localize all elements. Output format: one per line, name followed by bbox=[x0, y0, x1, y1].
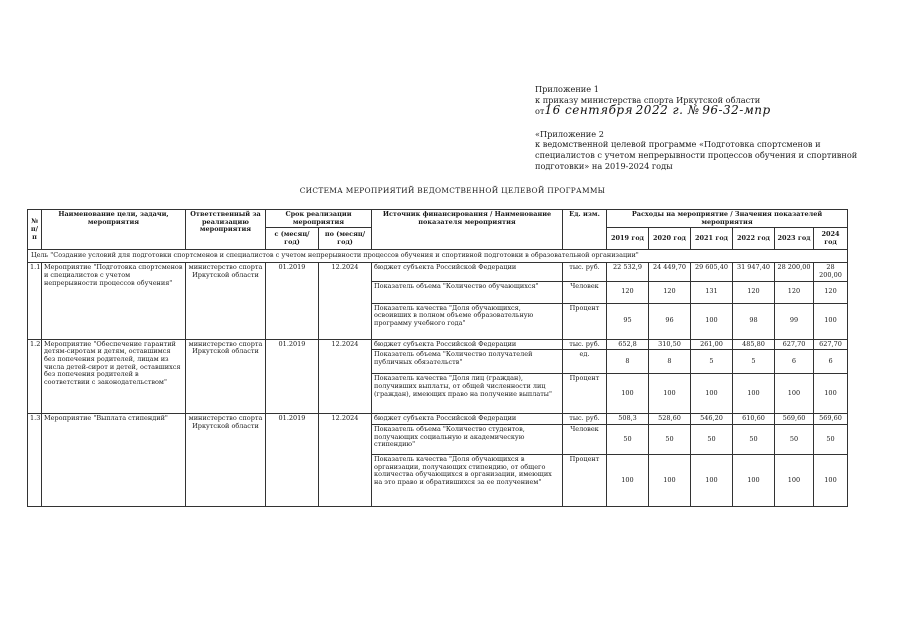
indicator-unit: тыс. руб. bbox=[563, 339, 607, 350]
value-cell: 100 bbox=[691, 374, 733, 414]
value-cell: 50 bbox=[733, 424, 775, 454]
value-cell: 100 bbox=[775, 454, 814, 506]
value-cell: 528,60 bbox=[649, 414, 691, 425]
value-cell: 95 bbox=[607, 303, 649, 339]
activity-end: 12.2024 bbox=[319, 414, 372, 507]
value-cell: 652,8 bbox=[607, 339, 649, 350]
activity-responsible: министерство спорта Иркутской области bbox=[186, 414, 266, 507]
value-cell: 100 bbox=[649, 454, 691, 506]
indicator-unit: Процент bbox=[563, 454, 607, 506]
header-year: 2019 год bbox=[607, 228, 649, 250]
activity-end: 12.2024 bbox=[319, 263, 372, 339]
table-row bbox=[28, 414, 848, 425]
value-cell: 120 bbox=[649, 281, 691, 303]
value-cell: 100 bbox=[649, 374, 691, 414]
activity-number: 1.1 bbox=[28, 263, 42, 339]
indicator-label: бюджет субъекта Российской Федерации bbox=[372, 414, 563, 425]
value-cell: 610,60 bbox=[733, 414, 775, 425]
value-cell: 100 bbox=[814, 374, 848, 414]
header-to: по (месяц/год) bbox=[319, 228, 372, 250]
indicator-unit: Человек bbox=[563, 424, 607, 454]
goal-row: Цель "Создание условий для подготовки спортсменов и специалистов с учетом непрерывности процессов обучения и спортивной подготовки в образовательной организации" bbox=[28, 250, 848, 263]
value-cell: 100 bbox=[607, 374, 649, 414]
value-cell: 100 bbox=[814, 303, 848, 339]
activity-name: Мероприятие "Обеспечение гарантий детям-сиротам и детям, оставшимся без попечения родителей, лицам из числа детей-сирот и детей, оставшихся без попечения родителей в соответствии с законодательством" bbox=[42, 339, 186, 414]
order-reference: к приказу министерства спорта Иркутской области bbox=[535, 94, 761, 105]
value-cell: 100 bbox=[733, 374, 775, 414]
header-expenses: Расходы на мероприятие / Значения показателей мероприятия bbox=[607, 210, 848, 228]
activity-name: Мероприятие "Выплата стипендий" bbox=[42, 414, 186, 507]
appendix-2-label: «Приложение 2 bbox=[535, 128, 604, 139]
header-period: Срок реализации мероприятия bbox=[266, 210, 372, 228]
value-cell: 569,60 bbox=[814, 414, 848, 425]
value-cell: 120 bbox=[775, 281, 814, 303]
activity-responsible: министерство спорта Иркутской области bbox=[186, 339, 266, 414]
indicator-label: Показатель объема "Количество получателей публичных обязательств" bbox=[372, 350, 563, 374]
activity-start: 01.2019 bbox=[266, 339, 319, 414]
header-year: 2021 год bbox=[691, 228, 733, 250]
value-cell: 100 bbox=[814, 454, 848, 506]
value-cell: 120 bbox=[607, 281, 649, 303]
value-cell: 100 bbox=[775, 374, 814, 414]
indicator-unit: ед. bbox=[563, 350, 607, 374]
handwritten-year: 2022 г. № bbox=[635, 103, 700, 118]
value-cell: 28 200,00 bbox=[814, 263, 848, 281]
value-cell: 98 bbox=[733, 303, 775, 339]
value-cell: 50 bbox=[649, 424, 691, 454]
header-name: Наименование цели, задачи, мероприятия bbox=[42, 210, 186, 250]
value-cell: 50 bbox=[775, 424, 814, 454]
value-cell: 24 449,70 bbox=[649, 263, 691, 281]
value-cell: 100 bbox=[607, 454, 649, 506]
value-cell: 310,50 bbox=[649, 339, 691, 350]
value-cell: 100 bbox=[691, 454, 733, 506]
header-year: 2020 год bbox=[649, 228, 691, 250]
value-cell: 6 bbox=[814, 350, 848, 374]
program-reference-line-2: специалистов с учетом непрерывности процессов обучения и спортивной bbox=[535, 149, 858, 160]
activity-name: Мероприятие "Подготовка спортсменов и специалистов с учетом непрерывности процессов обучения" bbox=[42, 263, 186, 339]
indicator-unit: Процент bbox=[563, 374, 607, 414]
indicator-label: бюджет субъекта Российской Федерации bbox=[372, 263, 563, 281]
value-cell: 50 bbox=[814, 424, 848, 454]
value-cell: 29 605,40 bbox=[691, 263, 733, 281]
activities-table bbox=[27, 209, 848, 507]
value-cell: 569,60 bbox=[775, 414, 814, 425]
header-from: с (месяц/год) bbox=[266, 228, 319, 250]
value-cell: 8 bbox=[649, 350, 691, 374]
program-reference-line-1: к ведомственной целевой программе «Подготовка спортсменов и bbox=[535, 139, 821, 150]
value-cell: 28 200,00 bbox=[775, 263, 814, 281]
indicator-label: Показатель объема "Количество студентов, получающих социальную и академическую стипендию" bbox=[372, 424, 563, 454]
table-row bbox=[28, 263, 848, 281]
value-cell: 6 bbox=[775, 350, 814, 374]
header-unit: Ед. изм. bbox=[563, 210, 607, 250]
value-cell: 120 bbox=[814, 281, 848, 303]
table-row bbox=[28, 339, 848, 350]
value-cell: 261,00 bbox=[691, 339, 733, 350]
indicator-unit: Процент bbox=[563, 303, 607, 339]
value-cell: 100 bbox=[733, 454, 775, 506]
value-cell: 546,20 bbox=[691, 414, 733, 425]
value-cell: 485,80 bbox=[733, 339, 775, 350]
value-cell: 131 bbox=[691, 281, 733, 303]
activity-start: 01.2019 bbox=[266, 414, 319, 507]
header-responsible: Ответственный за реализацию мероприятия bbox=[186, 210, 266, 250]
indicator-label: Показатель объема "Количество обучающихся" bbox=[372, 281, 563, 303]
value-cell: 627,70 bbox=[775, 339, 814, 350]
value-cell: 120 bbox=[733, 281, 775, 303]
value-cell: 508,3 bbox=[607, 414, 649, 425]
activity-number: 1.3 bbox=[28, 414, 42, 507]
appendix-1-label: Приложение 1 bbox=[535, 84, 599, 94]
indicator-label: Показатель качества "Доля обучающихся, освоивших в полном объеме образовательную программу учебного года" bbox=[372, 303, 563, 339]
header-year: 2023 год bbox=[775, 228, 814, 250]
value-cell: 627,70 bbox=[814, 339, 848, 350]
indicator-label: Показатель качества "Доля обучающихся в организации, получающих стипендию, от общего количества обучающихся в организации, имеющих на это право и обратившихся за ее получением" bbox=[372, 454, 563, 506]
header-num: № п/п bbox=[28, 210, 42, 250]
header-year: 2024 год bbox=[814, 228, 848, 250]
activity-responsible: министерство спорта Иркутской области bbox=[186, 263, 266, 339]
value-cell: 8 bbox=[607, 350, 649, 374]
indicator-label: бюджет субъекта Российской Федерации bbox=[372, 339, 563, 350]
date-prefix: от bbox=[535, 106, 545, 117]
value-cell: 5 bbox=[733, 350, 775, 374]
document-header bbox=[535, 84, 858, 171]
value-cell: 96 bbox=[649, 303, 691, 339]
document-title: СИСТЕМА МЕРОПРИЯТИЙ ВЕДОМСТВЕННОЙ ЦЕЛЕВОЙ ПРОГРАММЫ bbox=[299, 186, 606, 195]
indicator-unit: Человек bbox=[563, 281, 607, 303]
value-cell: 5 bbox=[691, 350, 733, 374]
activity-end: 12.2024 bbox=[319, 339, 372, 414]
indicator-unit: тыс. руб. bbox=[563, 263, 607, 281]
order-date-line bbox=[535, 105, 855, 117]
activity-number: 1.2 bbox=[28, 339, 42, 414]
value-cell: 50 bbox=[691, 424, 733, 454]
activity-start: 01.2019 bbox=[266, 263, 319, 339]
value-cell: 50 bbox=[607, 424, 649, 454]
indicator-unit: тыс. руб. bbox=[563, 414, 607, 425]
handwritten-date: 16 сентября bbox=[544, 103, 634, 118]
handwritten-order-number: 96-32-мпр bbox=[702, 103, 771, 118]
value-cell: 31 947,40 bbox=[733, 263, 775, 281]
value-cell: 99 bbox=[775, 303, 814, 339]
value-cell: 100 bbox=[691, 303, 733, 339]
value-cell: 22 532,9 bbox=[607, 263, 649, 281]
header-source: Источник финансирования / Наименование показателя мероприятия bbox=[372, 210, 563, 250]
indicator-label: Показатель качества "Доля лиц (граждан), получивших выплаты, от общей численности лиц (граждан), имеющих право на получение выплаты" bbox=[372, 374, 563, 414]
program-reference-line-3: подготовки» на 2019-2024 годы bbox=[535, 160, 673, 171]
header-year: 2022 год bbox=[733, 228, 775, 250]
